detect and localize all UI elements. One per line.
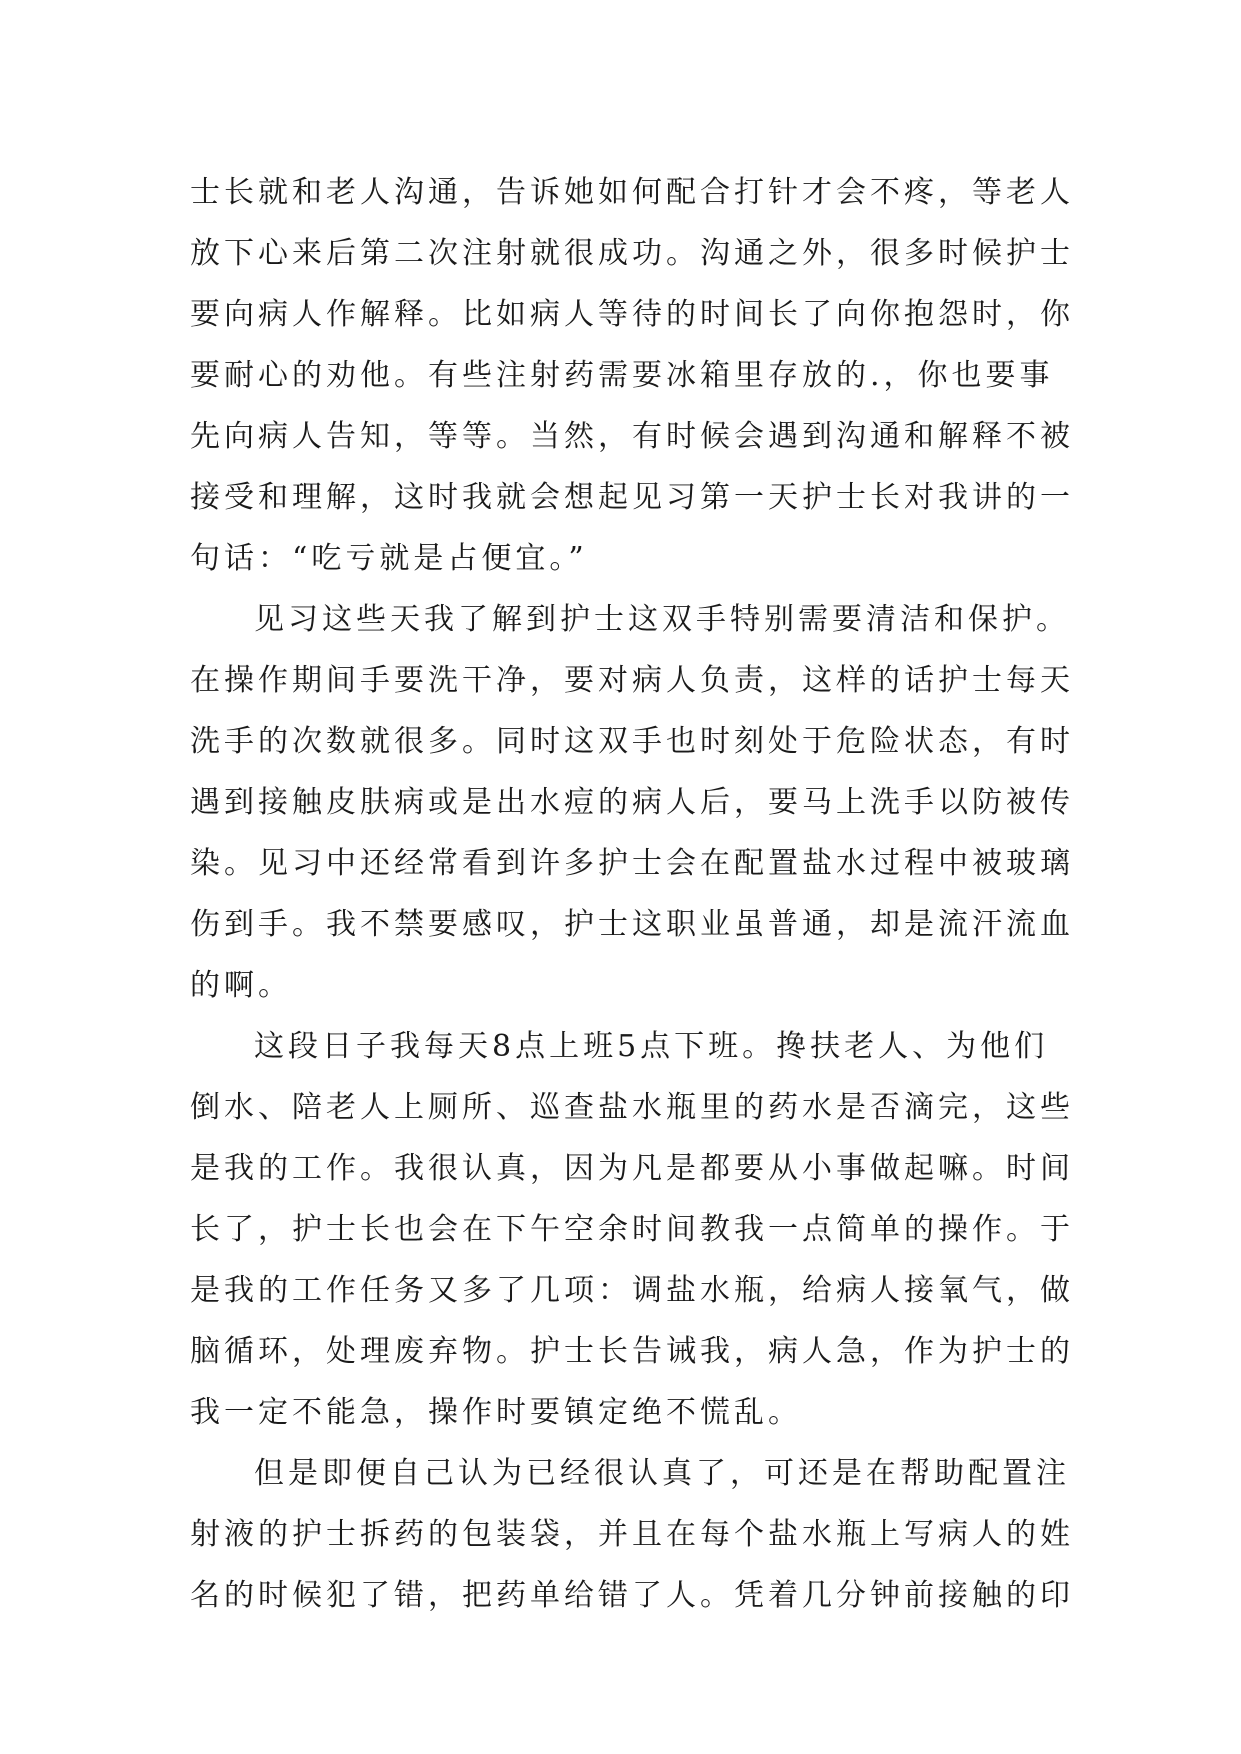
paragraph-1	[190, 162, 1074, 589]
text-line: 士长就和老人沟通，告诉她如何配合打针才会不疼，等老人	[190, 175, 1074, 210]
text-line: 名的时候犯了错，把药单给错了人。凭着几分钟前接触的印	[190, 1578, 1074, 1613]
text-line: 是我的工作。我很认真，因为凡是都要从小事做起嘛。时间	[190, 1151, 1074, 1186]
text-line: 伤到手。我不禁要感叹，护士这职业虽普通，却是流汗流血	[190, 907, 1074, 942]
document-body	[190, 162, 1074, 1626]
text-line: 长了，护士长也会在下午空余时间教我一点简单的操作。于	[190, 1212, 1074, 1247]
text-line: 但是即便自己认为已经很认真了，可还是在帮助配置注	[254, 1456, 1070, 1491]
text-line: 脑循环，处理废弃物。护士长告诫我，病人急，作为护士的	[190, 1334, 1074, 1369]
text-line: 洗手的次数就很多。同时这双手也时刻处于危险状态，有时	[190, 724, 1074, 759]
text-line: 在操作期间手要洗干净，要对病人负责，这样的话护士每天	[190, 663, 1074, 698]
text-line: 要向病人作解释。比如病人等待的时间长了向你抱怨时，你	[190, 297, 1074, 332]
text-line: 这段日子我每天8点上班5点下班。搀扶老人、为他们	[254, 1029, 1049, 1064]
paragraph-2	[190, 589, 1074, 1016]
text-line: 接受和理解，这时我就会想起见习第一天护士长对我讲的一	[190, 480, 1074, 515]
text-line: 要耐心的劝他。有些注射药需要冰箱里存放的.，你也要事	[190, 358, 1054, 393]
text-line: 的啊。	[190, 968, 292, 1003]
text-line: 句话：“吃亏就是占便宜。”	[190, 541, 588, 576]
text-line: 我一定不能急，操作时要镇定绝不慌乱。	[190, 1395, 802, 1430]
text-line: 先向病人告知，等等。当然，有时候会遇到沟通和解释不被	[190, 419, 1074, 454]
text-line: 放下心来后第二次注射就很成功。沟通之外，很多时候护士	[190, 236, 1074, 271]
text-line: 倒水、陪老人上厕所、巡查盐水瓶里的药水是否滴完，这些	[190, 1090, 1074, 1125]
text-line: 射液的护士拆药的包装袋，并且在每个盐水瓶上写病人的姓	[190, 1517, 1074, 1552]
text-line: 遇到接触皮肤病或是出水痘的病人后，要马上洗手以防被传	[190, 785, 1074, 820]
text-line: 染。见习中还经常看到许多护士会在配置盐水过程中被玻璃	[190, 846, 1074, 881]
paragraph-3	[190, 1016, 1074, 1443]
text-line: 是我的工作任务又多了几项：调盐水瓶，给病人接氧气，做	[190, 1273, 1074, 1308]
text-line: 见习这些天我了解到护士这双手特别需要清洁和保护。	[254, 602, 1070, 637]
paragraph-4	[190, 1443, 1074, 1626]
